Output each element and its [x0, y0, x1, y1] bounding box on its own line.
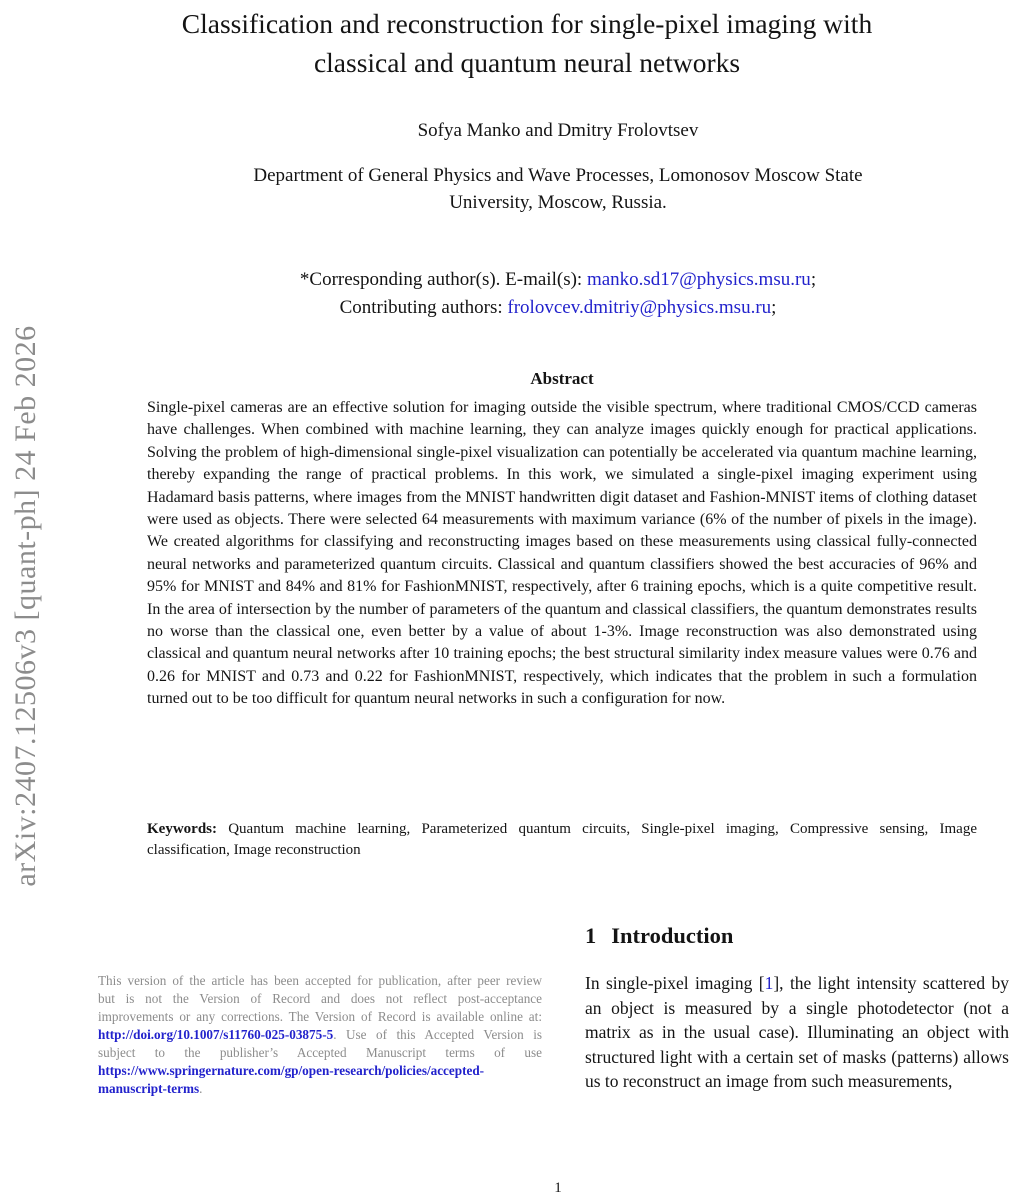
page-number: 1: [554, 1180, 562, 1196]
affiliation-line1: Department of General Physics and Wave Processes, Lomonosov Moscow State: [253, 165, 863, 186]
keywords-label: Keywords:: [147, 821, 217, 837]
abstract-heading: Abstract: [530, 369, 594, 388]
acceptance-notice-text: This version of the article has been accepted for publication, after peer review but is not the Version of Record and does not reflect post-acceptance improvements or any corrections. The Version of Record is available online at:: [98, 973, 542, 1024]
corresponding-separator: ;: [810, 269, 817, 290]
paper-title: [47, 4, 1007, 82]
acceptance-notice: [98, 972, 542, 1098]
manuscript-terms-link[interactable]: https://www.springernature.com/gp/open-research/policies/accepted-manuscript-terms: [98, 1063, 485, 1096]
intro-text: ], the light intensity scattered by an object is measured by a single photodetector (not a matrix as in the usual case). Illuminating an object with structured light with a certain set of masks (patterns) allows us to reconstruct an image from such measurements,: [585, 973, 1009, 1092]
section-title: Introduction: [611, 923, 734, 948]
keywords: [147, 819, 977, 861]
doi-link[interactable]: http://doi.org/10.1007/s11760-025-03875-5: [98, 1027, 334, 1042]
contributing-authors-line: [98, 294, 1018, 322]
affiliation: [108, 163, 1008, 216]
section-number: 1: [585, 923, 597, 948]
introduction-paragraph: [585, 971, 1009, 1094]
acceptance-notice-text: . Use of this Accepted Version is subject to the publisher’s Accepted Manuscript terms of use: [98, 1027, 542, 1060]
abstract-body: Single-pixel cameras are an effective solution for imaging outside the visible spectrum, where traditional CMOS/CCD cameras have challenges. When combined with machine learning, they can analyze images quickly enough for practical applications. Solving the problem of high-dimensional single-pixel visualization can potentially be accelerated via quantum machine learning, thereby expanding the range of practical problems. In this work, we simulated a single-pixel imaging experiment using Hadamard basis patterns, where images from the MNIST handwritten digit dataset and Fashion-MNIST items of clothing dataset were used as objects. There were selected 64 measurements with maximum variance (6% of the number of pixels in the image). We created algorithms for classifying and reconstructing images based on these measurements using classical fully-connected neural networks and parameterized quantum circuits. Classical and quantum classifiers showed the best accuracies of 96% and 95% for MNIST and 84% and 81% for FashionMNIST, respectively, after 6 training epochs, which is a quite competitive result. In the area of intersection by the number of parameters of the quantum and classical classifiers, the quantum demonstrates results no worse than the classical one, even better by a value of about 1-3%. Image reconstruction was also demonstrated using classical and quantum neural networks after 10 training epochs; the best structural similarity index measure values were 0.76 and 0.26 for MNIST and 0.73 and 0.22 for FashionMNIST, respectively, which indicates that the problem in such a formulation turned out to be too difficult for quantum neural networks in such a configuration for now.: [147, 399, 977, 708]
authors: Sofya Manko and Dmitry Frolovtsev: [417, 120, 699, 141]
corresponding-author-label: *Corresponding author(s). E-mail(s):: [299, 269, 587, 290]
citation-1-link[interactable]: 1: [764, 973, 774, 993]
section-heading-introduction: [585, 923, 733, 949]
contributing-separator: ;: [771, 297, 777, 318]
paper-title-line1: Classification and reconstruction for single-pixel imaging with: [181, 8, 873, 39]
keywords-list: Quantum machine learning, Parameterized quantum circuits, Single-pixel imaging, Compressive sensing, Image classification, Image reconstruction: [147, 821, 977, 858]
paper-title-line2: classical and quantum neural networks: [313, 47, 741, 78]
contributing-email-link[interactable]: frolovcev.dmitriy@physics.msu.ru: [507, 297, 772, 318]
acceptance-notice-text: .: [199, 1081, 203, 1096]
intro-text: In single-pixel imaging [: [585, 973, 765, 993]
corresponding-author-line: [98, 266, 1018, 294]
author-contact-block: [98, 266, 1018, 322]
affiliation-line2: University, Moscow, Russia.: [449, 191, 667, 213]
corresponding-email-link[interactable]: manko.sd17@physics.msu.ru: [586, 269, 811, 290]
contributing-authors-label: Contributing authors:: [339, 297, 508, 318]
arxiv-watermark: arXiv:2407.12506v3 [quant-ph] 24 Feb 2026: [9, 325, 42, 887]
